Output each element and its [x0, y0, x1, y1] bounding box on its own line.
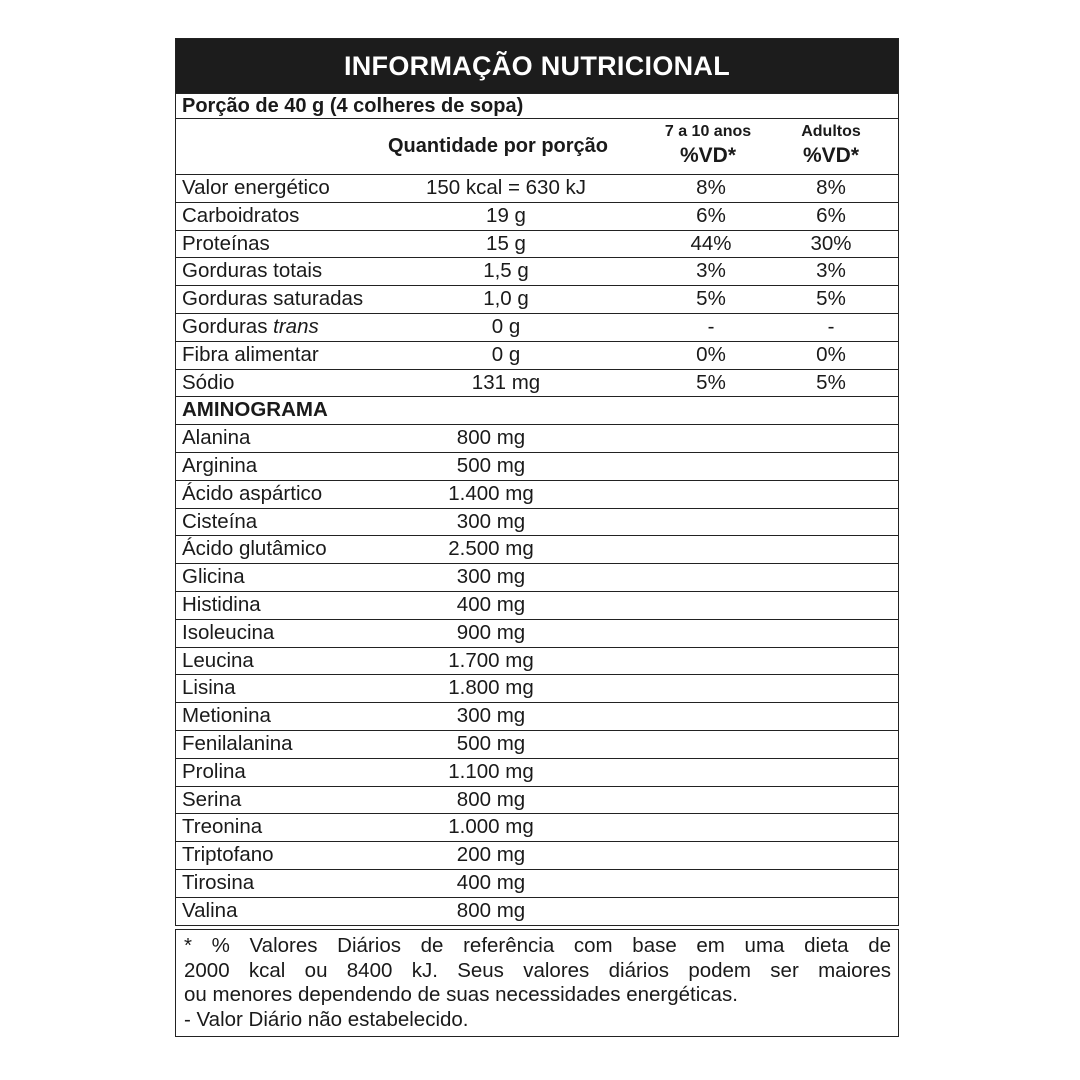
- aminogram-row: [176, 674, 898, 702]
- nutrient-vd-adults: 3%: [816, 259, 846, 283]
- aminogram-row: [176, 452, 898, 480]
- nutrient-vd-adults: 0%: [816, 342, 846, 366]
- nutrient-vd-kids: 0%: [696, 342, 726, 366]
- nutrient-name: Valor energético: [182, 176, 330, 199]
- amino-acid-name: Prolina: [182, 759, 246, 783]
- nutrient-name: Sódio: [182, 370, 235, 394]
- aminogram-row: [176, 730, 898, 758]
- amino-acid-name: Arginina: [182, 453, 258, 477]
- footnote: [175, 929, 899, 1037]
- amino-acid-quantity: 1.400 mg: [448, 481, 534, 505]
- nutrient-quantity: 1,5 g: [483, 259, 529, 283]
- aminogram-row: [176, 563, 898, 591]
- footnote-line: - Valor Diário não estabelecido.: [184, 1007, 469, 1031]
- aminogram-row: [176, 869, 898, 897]
- aminogram-heading: AMINOGRAMA: [176, 396, 898, 424]
- nutrient-vd-adults: 5%: [816, 287, 846, 311]
- quantity-header: Quantidade por porção: [388, 135, 609, 157]
- aminogram-row: [176, 813, 898, 841]
- amino-acid-name: Tirosina: [182, 870, 255, 894]
- nutrient-vd-kids: 44%: [690, 231, 732, 255]
- kids-age-label: 7 a 10 anos: [664, 123, 752, 140]
- nutrient-name-italic: trans: [273, 314, 319, 338]
- amino-acid-quantity: 1.100 mg: [448, 759, 534, 783]
- aminogram-row: [176, 508, 898, 536]
- amino-acid-name: Ácido glutâmico: [182, 537, 327, 561]
- nutrient-name: Gorduras totais: [182, 259, 323, 283]
- table-title: INFORMAÇÃO NUTRICIONAL: [176, 39, 898, 93]
- aminogram-row: [176, 535, 898, 563]
- nutrient-vd-kids: 5%: [696, 370, 726, 394]
- footnote-line: ou menores dependendo de suas necessidades energéticas.: [184, 983, 738, 1006]
- nutrient-row: [176, 341, 898, 369]
- aminogram-row: [176, 758, 898, 786]
- aminogram-row: [176, 619, 898, 647]
- nutrient-quantity: 131 mg: [471, 370, 541, 394]
- aminogram-row: [176, 480, 898, 508]
- nutrient-name: Fibra alimentar: [182, 342, 319, 366]
- nutrient-name: Gorduras trans: [182, 314, 319, 338]
- adults-vd-label: %VD*: [802, 144, 860, 167]
- amino-acid-quantity: 2.500 mg: [448, 537, 534, 561]
- amino-acid-name: Alanina: [182, 426, 251, 450]
- portion-size: Porção de 40 g (4 colheres de sopa): [176, 93, 898, 118]
- column-header-row: [176, 118, 898, 174]
- amino-acid-quantity: 900 mg: [456, 620, 526, 644]
- nutrient-quantity: 0 g: [491, 314, 521, 338]
- amino-acid-name: Treonina: [182, 815, 263, 839]
- amino-acid-name: Ácido aspártico: [182, 481, 323, 505]
- nutrient-vd-adults: 6%: [816, 203, 846, 227]
- aminogram-row: [176, 424, 898, 452]
- amino-acid-name: Serina: [182, 787, 242, 811]
- nutrient-vd-kids: 3%: [696, 259, 726, 283]
- nutrient-row: [176, 285, 898, 313]
- nutrient-quantity: 19 g: [486, 203, 526, 227]
- amino-acid-name: Isoleucina: [182, 620, 275, 644]
- nutrient-row: [176, 230, 898, 258]
- nutrient-vd-kids: 8%: [696, 176, 726, 199]
- nutrient-row: [176, 257, 898, 285]
- amino-acid-quantity: 400 mg: [456, 592, 526, 616]
- amino-acid-quantity: 800 mg: [456, 426, 526, 450]
- amino-acid-quantity: 300 mg: [456, 565, 526, 589]
- amino-acid-name: Fenilalanina: [182, 731, 293, 755]
- kids-vd-label: %VD*: [679, 144, 737, 167]
- adults-vd-header: [776, 122, 886, 170]
- nutrient-vd-adults: 5%: [816, 370, 846, 394]
- nutrient-vd-adults: -: [827, 314, 835, 338]
- nutrient-vd-kids: -: [707, 314, 715, 338]
- amino-acid-quantity: 400 mg: [456, 870, 526, 894]
- nutrient-name: Carboidratos: [182, 203, 300, 227]
- amino-acid-name: Metionina: [182, 704, 271, 728]
- nutrient-vd-adults: 30%: [810, 231, 852, 255]
- footnote-line: * % Valores Diários de referência com base em uma dieta de: [184, 934, 891, 957]
- nutrient-row: [176, 369, 898, 397]
- aminogram-row: [176, 702, 898, 730]
- amino-acid-quantity: 300 mg: [456, 704, 526, 728]
- nutrition-table: [175, 38, 899, 926]
- nutrient-quantity: 15 g: [486, 231, 526, 255]
- nutrient-row: [176, 174, 898, 202]
- nutrient-name: Gorduras saturadas: [182, 287, 364, 311]
- amino-acid-quantity: 500 mg: [456, 453, 526, 477]
- amino-acid-quantity: 800 mg: [456, 787, 526, 811]
- aminogram-rows: [176, 424, 898, 924]
- nutrient-row: [176, 313, 898, 341]
- aminogram-row: [176, 897, 898, 925]
- amino-acid-quantity: 200 mg: [456, 843, 526, 867]
- nutrient-vd-adults: 8%: [816, 176, 846, 199]
- amino-acid-name: Histidina: [182, 592, 261, 616]
- amino-acid-quantity: 1.700 mg: [448, 648, 534, 672]
- amino-acid-name: Glicina: [182, 565, 245, 589]
- amino-acid-quantity: 1.000 mg: [448, 815, 534, 839]
- aminogram-row: [176, 841, 898, 869]
- aminogram-row: [176, 786, 898, 814]
- nutrient-vd-kids: 6%: [696, 203, 726, 227]
- nutrient-quantity: 150 kcal = 630 kJ: [425, 176, 587, 199]
- adults-label: Adultos: [801, 123, 861, 140]
- amino-acid-name: Leucina: [182, 648, 254, 672]
- amino-acid-name: Valina: [182, 898, 238, 922]
- amino-acid-name: Cisteína: [182, 509, 258, 533]
- amino-acid-quantity: 300 mg: [456, 509, 526, 533]
- nutrient-row: [176, 202, 898, 230]
- nutrient-rows: [176, 174, 898, 396]
- nutrient-quantity: 1,0 g: [483, 287, 529, 311]
- amino-acid-quantity: 1.800 mg: [448, 676, 534, 700]
- footnote-line: 2000 kcal ou 8400 kJ. Seus valores diários podem ser maiores: [184, 958, 891, 982]
- kids-vd-header: [648, 122, 768, 170]
- amino-acid-quantity: 500 mg: [456, 731, 526, 755]
- nutrient-vd-kids: 5%: [696, 287, 726, 311]
- nutrient-quantity: 0 g: [491, 342, 521, 366]
- amino-acid-name: Lisina: [182, 676, 236, 700]
- aminogram-row: [176, 591, 898, 619]
- amino-acid-name: Triptofano: [182, 843, 274, 867]
- nutrient-name: Proteínas: [182, 231, 270, 255]
- amino-acid-quantity: 800 mg: [456, 898, 526, 922]
- aminogram-row: [176, 647, 898, 675]
